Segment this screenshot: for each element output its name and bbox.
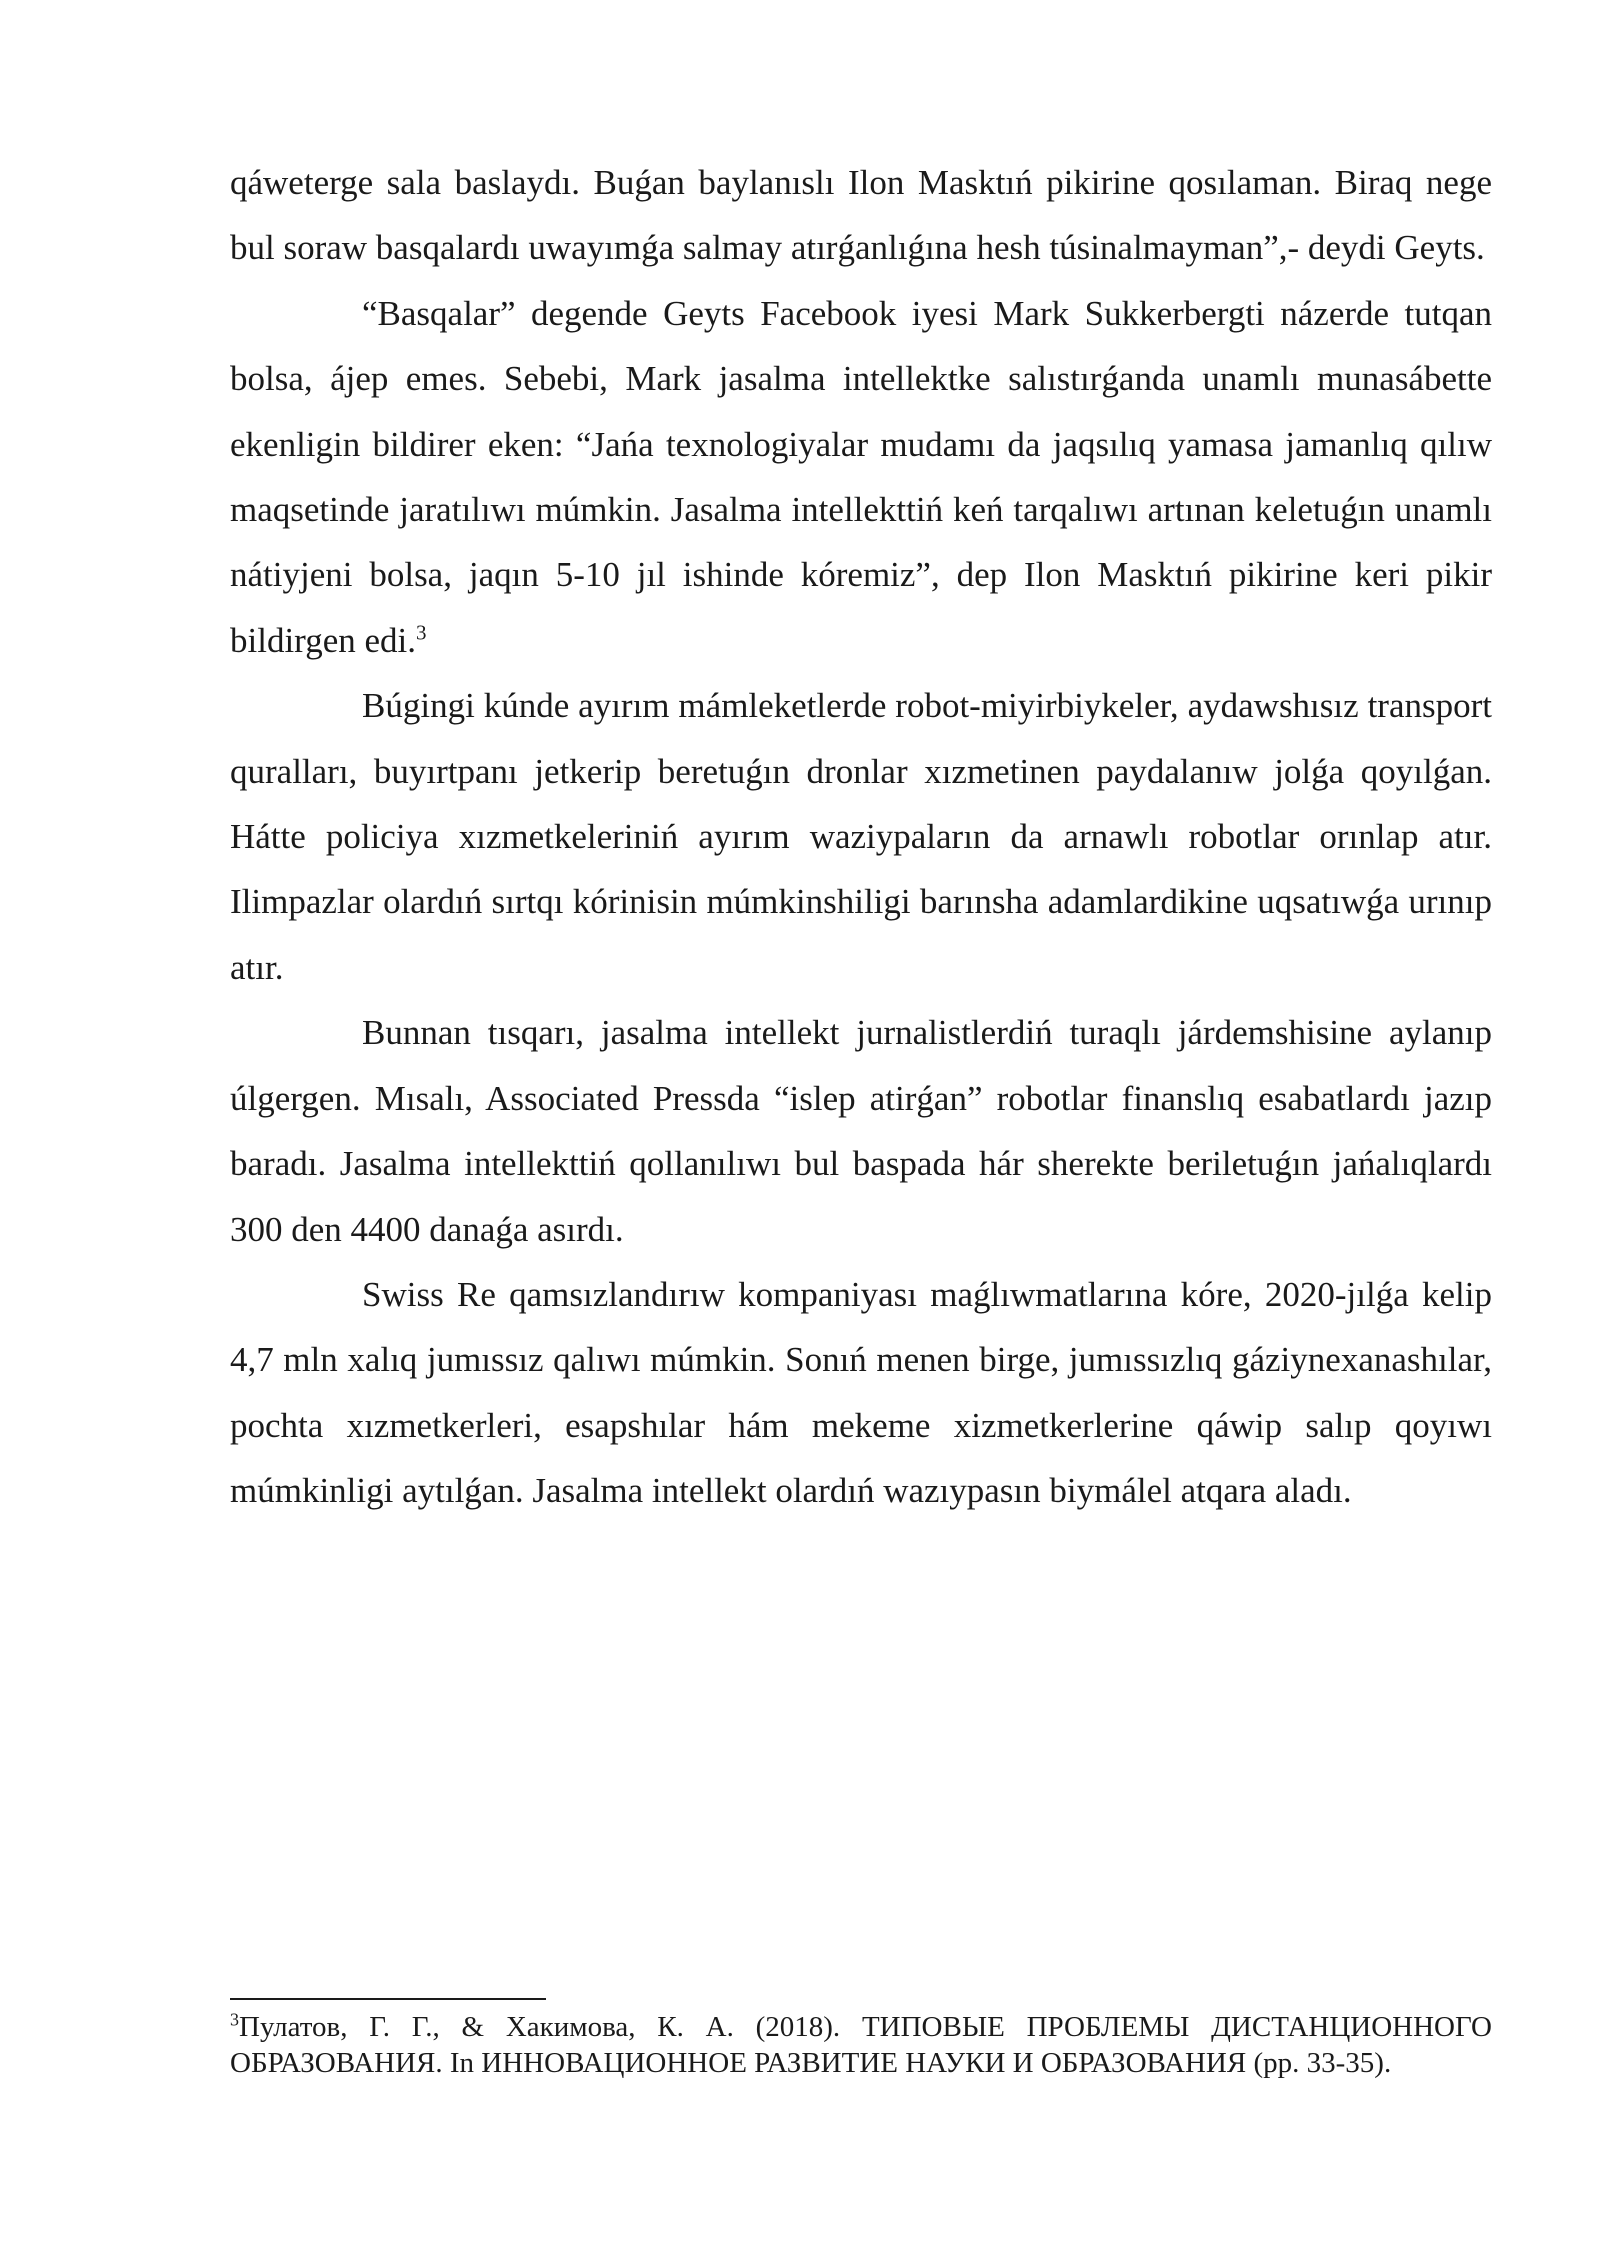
footnote-section (230, 1998, 1492, 2081)
paragraph-text: “Basqalar” degende Geyts Facebook iyesi Mark Sukkerbergti názerde tutqan bolsa, ájep emes. Sebebi, Mark jasalma intellektke salıstırǵanda unamlı munasábette ekenligin bildirer eken: “Jańa texnologiyalar mudamı da jaqsılıq yamasa jamanlıq qılıw maqsetinde jaratılıwı múmkin. Jasalma intellekttiń keń tarqalıwı artınan keletuǵın unamlı nátiyjeni bolsa, jaqın 5-10 jıl ishinde kóremiz”, dep Ilon Masktıń pikirine keri pikir bildirgen edi. (230, 293, 1492, 660)
footnote-reference[interactable]: 3 (416, 620, 427, 645)
footnote-separator (230, 1998, 546, 2000)
paragraph-basqalar (230, 281, 1492, 673)
footnote (230, 2010, 1492, 2081)
paragraph-continuation (230, 150, 1492, 281)
footnote-number: 3 (230, 2009, 239, 2030)
paragraph-swiss-re (230, 1262, 1492, 1524)
document-body (230, 150, 1492, 1524)
paragraph-text: Bunnan tısqarı, jasalma intellekt jurnalistlerdiń turaqlı járdemshisine aylanıp úlgergen. Mısalı, Associated Pressda “islep atirǵan” robotlar finanslıq esabatlardı jazıp baradı. Jasalma intellekttiń qollanılıwı bul baspada hár sherekte beriletuǵın jańalıqlardı 300 den 4400 danaǵa asırdı. (230, 1013, 1492, 1249)
footnote-text: Пулатов, Г. Г., & Хакимова, К. А. (2018). ТИПОВЫЕ ПРОБЛЕМЫ ДИСТАНЦИОННОГО ОБРАЗОВАНИЯ. In ИННОВАЦИОННОЕ РАЗВИТИЕ НАУКИ И ОБРАЗОВАНИЯ (pp. 33-35). (230, 2011, 1492, 2079)
paragraph-journalism (230, 1000, 1492, 1262)
paragraph-text: qáweterge sala baslaydı. Buǵan baylanıslı Ilon Masktıń pikirine qosılaman. Biraq nege bul soraw basqalardı uwayımǵa salmay atırǵanlıǵına hesh túsinalmayman”,- deydi Geyts. (230, 163, 1492, 268)
paragraph-robots (230, 673, 1492, 1000)
paragraph-text: Swiss Re qamsızlandırıw kompaniyası maǵlıwmatlarına kóre, 2020-jılǵa kelip 4,7 mln xalıq jumıssız qalıwı múmkin. Sonıń menen birge, jumıssızlıq gáziynexanashılar, pochta xızmetkerleri, esapshılar hám mekeme xizmetkerlerine qáwip salıp qoyıwı múmkinligi aytılǵan. Jasalma intellekt olardıń wazıypasın biymálel atqara aladı. (230, 1274, 1492, 1511)
paragraph-text: Búgingi kúnde ayırım mámleketlerde robot-miyirbiykeler, aydawshısız transport quralları, buyırtpanı jetkerip beretuǵın dronlar xızmetinen paydalanıw jolǵa qoyılǵan. Hátte policiya xızmetkeleriniń ayırım waziypaların da arnawlı robotlar orınlap atır. Ilimpazlar olardıń sırtqı kórinisin múmkinshiligi barınsha adamlardikine uqsatıwǵa urınıp atır. (230, 686, 1492, 987)
